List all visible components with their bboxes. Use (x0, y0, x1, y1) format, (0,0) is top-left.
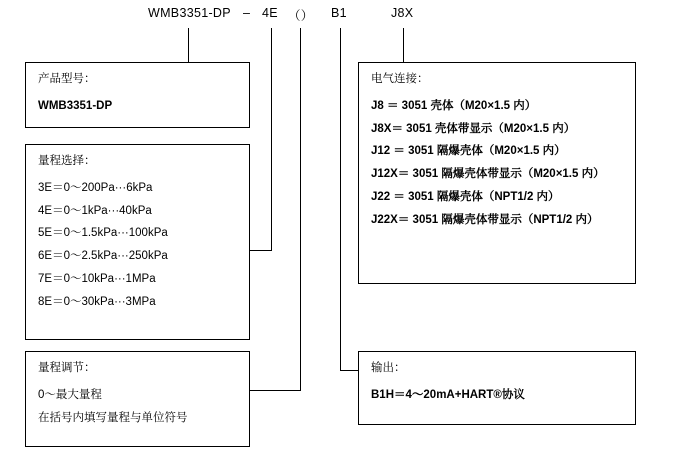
code-segment-parentheses: （） (288, 9, 314, 23)
connector-model-vertical (188, 28, 189, 62)
electrical-option: J12X＝ 3051 隔爆壳体带显示（M20×1.5 内） (371, 168, 605, 181)
connector-adjust-horizontal (248, 390, 301, 391)
box-product-model-title: 产品型号： (38, 73, 96, 85)
range-option: 8E＝0～30kPa···3MPa (38, 295, 156, 308)
connector-adjust-vertical (300, 28, 301, 390)
box-range-selection (25, 144, 250, 340)
range-option: 7E＝0～10kPa···1MPa (38, 273, 156, 286)
box-product-model-value: WMB3351-DP (38, 99, 113, 112)
electrical-option: J22 ＝ 3051 隔爆壳体（NPT1/2 内） (371, 191, 560, 204)
electrical-option: J8 ＝ 3051 壳体（M20×1.5 内） (371, 99, 537, 112)
connector-output-vertical (340, 28, 341, 370)
code-segment-range: 4E (262, 6, 278, 20)
box-output (358, 351, 636, 425)
box-electrical-title: 电气连接： (371, 73, 429, 85)
connector-output-horizontal (340, 370, 358, 371)
range-option: 5E＝0～1.5kPa···100kPa (38, 227, 168, 240)
connector-range-vertical (271, 28, 272, 250)
connector-range-horizontal (248, 250, 272, 251)
electrical-option: J12 ＝ 3051 隔爆壳体（M20×1.5 内） (371, 145, 566, 158)
code-segment-model: WMB3351-DP (148, 6, 231, 20)
box-range-selection-title: 量程选择： (38, 155, 96, 167)
electrical-option: J8X＝ 3051 壳体带显示（M20×1.5 内） (371, 122, 576, 135)
range-option: 3E＝0～200Pa···6kPa (38, 181, 153, 194)
product-code-line (0, 6, 680, 28)
range-adjust-note: 在括号内填写量程与单位符号 (38, 411, 188, 424)
code-segment-dash: – (243, 6, 251, 20)
box-output-title: 输出： (371, 362, 406, 374)
box-product-model (25, 62, 250, 128)
range-option: 6E＝0～2.5kPa···250kPa (38, 250, 168, 263)
box-electrical-connection (358, 62, 636, 284)
output-option: B1H＝4～20mA+HART®协议 (371, 388, 525, 401)
range-option: 4E＝0～1kPa···40kPa (38, 204, 152, 217)
code-segment-electrical: J8X (391, 6, 414, 20)
electrical-option: J22X＝ 3051 隔爆壳体带显示（NPT1/2 内） (371, 213, 599, 226)
range-adjust-option: 0～最大量程 (38, 388, 102, 401)
connector-electrical-vertical (403, 28, 404, 62)
box-range-adjust (25, 351, 250, 447)
box-range-adjust-title: 量程调节： (38, 362, 96, 374)
code-segment-output: B1 (331, 6, 347, 20)
